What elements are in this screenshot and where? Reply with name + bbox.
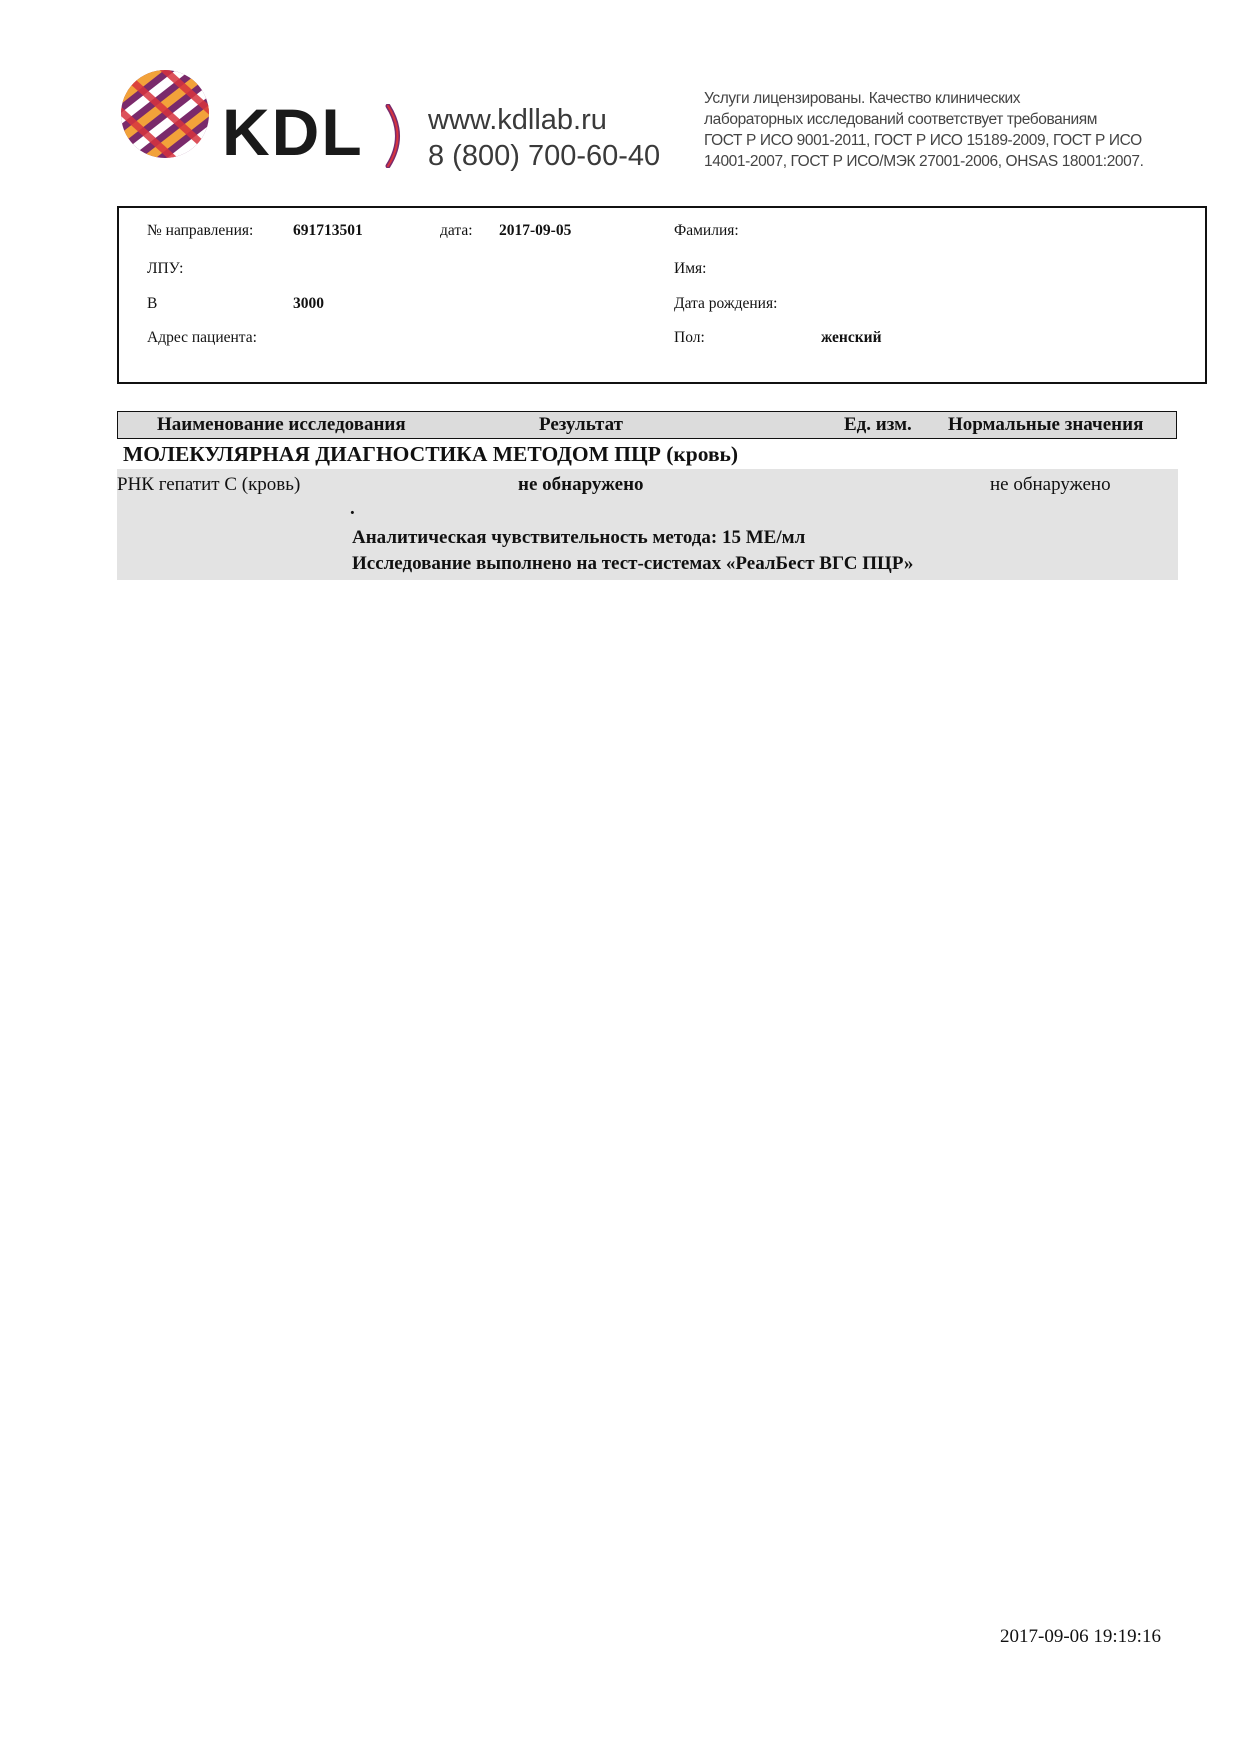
kdl-logo-icon xyxy=(119,68,211,160)
column-header-name: Наименование исследования xyxy=(157,414,406,435)
note-test-system: Исследование выполнено на тест-системах «РеалБест ВГС ПЦР» xyxy=(352,553,914,574)
note-sensitivity: Аналитическая чувствительность метода: 15 МЕ/мл xyxy=(352,527,806,548)
referral-number: 691713501 xyxy=(293,222,363,239)
section-title: МОЛЕКУЛЯРНАЯ ДИАГНОСТИКА МЕТОДОМ ПЦР (кровь) xyxy=(123,442,739,466)
phone-number: 8 (800) 700-60-40 xyxy=(428,140,661,172)
column-header-normal: Нормальные значения xyxy=(948,414,1144,435)
sex-value: женский xyxy=(821,329,882,346)
b-value: 3000 xyxy=(293,295,324,312)
patient-info-box xyxy=(117,206,1207,384)
license-line: лабораторных исследований соответствует требованиям xyxy=(704,111,1098,128)
license-line: ГОСТ Р ИСО 9001-2011, ГОСТ Р ИСО 15189-2009, ГОСТ Р ИСО xyxy=(704,132,1142,149)
name-label: Имя: xyxy=(674,260,707,277)
birthdate-label: Дата рождения: xyxy=(674,295,778,312)
license-notice xyxy=(704,88,1214,172)
referral-label: № направления: xyxy=(147,222,254,239)
column-header-unit: Ед. изм. xyxy=(844,414,912,435)
date-label: дата: xyxy=(440,222,473,239)
sex-label: Пол: xyxy=(674,329,705,346)
test-name: РНК гепатит С (кровь) xyxy=(117,474,301,495)
website-link[interactable]: www.kdllab.ru xyxy=(428,104,607,136)
license-line: 14001-2007, ГОСТ Р ИСО/МЭК 27001-2006, OHSAS 18001:2007. xyxy=(704,153,1144,170)
print-timestamp: 2017-09-06 19:19:16 xyxy=(1000,1626,1161,1647)
column-header-result: Результат xyxy=(539,414,623,435)
lpu-label: ЛПУ: xyxy=(147,260,184,277)
note-dot: . xyxy=(350,498,355,519)
address-label: Адрес пациента: xyxy=(147,329,257,346)
contacts xyxy=(428,102,660,174)
license-line: Услуги лицензированы. Качество клинических xyxy=(704,90,1021,107)
chevron-right-icon xyxy=(385,104,411,168)
test-result: не обнаружено xyxy=(518,474,644,495)
brand-logo-text: KDL xyxy=(222,95,364,169)
normal-value: не обнаружено xyxy=(990,474,1111,495)
b-label: В xyxy=(147,295,158,312)
date-value: 2017-09-05 xyxy=(499,222,572,239)
surname-label: Фамилия: xyxy=(674,222,739,239)
